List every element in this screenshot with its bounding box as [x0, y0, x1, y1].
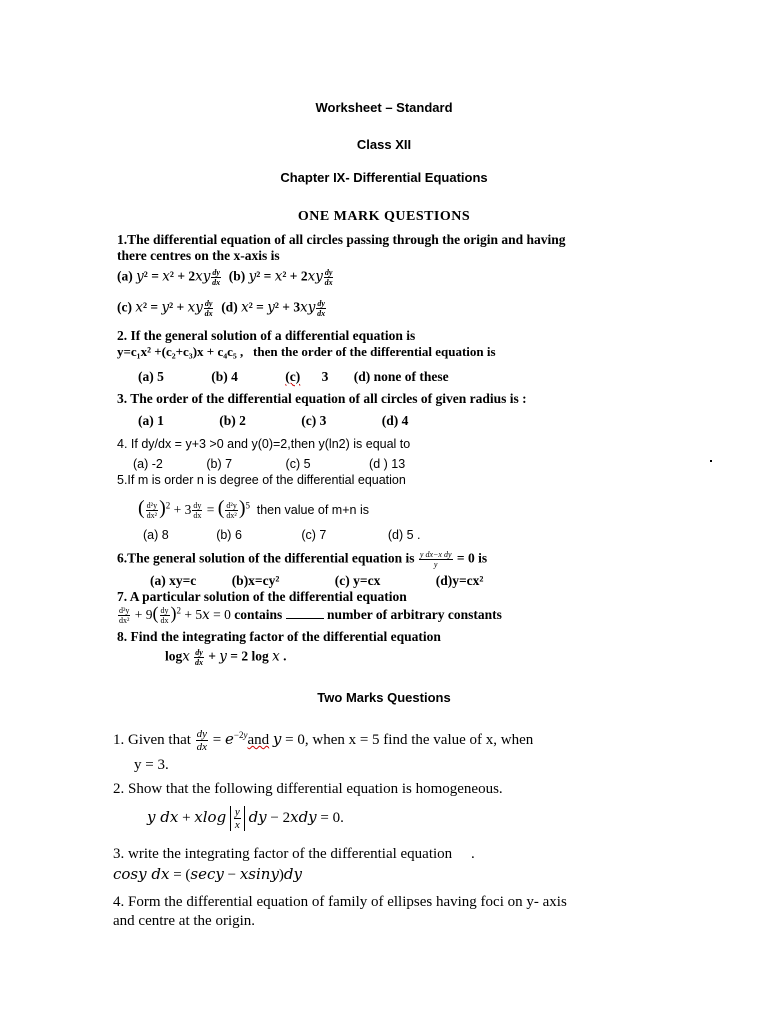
q5-text: 5.If m is order n is degree of the differential equation	[117, 473, 406, 487]
q7-equation: $\frac{\text{d²y}}{\text{dx²}}$ + 9( $\frac{dy}{dx}$ )$^2$ + 5x = 0 contains number of arbitrary constants	[119, 603, 502, 626]
tm-q1-line2: y = 3.	[134, 757, 169, 773]
q8-equation: logx $\frac{dy}{dx}$ + y = 2 log x .	[165, 648, 287, 667]
worksheet-title: Worksheet – Standard	[315, 100, 453, 115]
q3-options: (a) 1 (b) 2 (c) 3 (d) 4	[138, 413, 409, 428]
q2-line2: y=c₁x² +(c₂+c₃)x + c₄c₅ , then the order of the differential equation is	[117, 344, 496, 359]
q1-options-row2: (c) x² = y² + xy $\frac{dy}{dx}$ (d) x² = y² + 3xy $\frac{dy}{dx}$	[117, 299, 326, 318]
q3-text: 3. The order of the differential equation of all circles of given radius is :	[117, 391, 527, 406]
q8-line1: 8. Find the integrating factor of the differential equation	[117, 629, 441, 644]
tm-q3-equation: cosy dx = (secy − xsiny)dy	[113, 865, 302, 883]
one-mark-heading: ONE MARK QUESTIONS	[297, 209, 471, 224]
chapter-label: Chapter IX- Differential Equations	[280, 170, 488, 185]
stray-dot	[710, 460, 712, 462]
q1-line2: there centres on the x-axis is	[117, 248, 280, 263]
q5-equation: ( $\frac{\text{d²y}}{\text{dx²}}$ )$^2$ + 3 $\frac{dy}{dx}$ = ( $\frac{\text{d²y}}{\text{dx²}}$ )$^5$ then value of m+n is	[138, 497, 369, 521]
q5-options: (a) 8 (b) 6 (c) 7 (d) 5 .	[143, 528, 421, 542]
q1-options-row1: (a) y² = x² + 2xy $\frac{dy}{dx}$ (b) y² = x² + 2xy $\frac{dy}{dx}$	[117, 268, 333, 287]
tm-q1-line1: 1. Given that $\frac{dy}{dx}$ = $e^{-2y}and$ y = 0, when x = 5 find the value of x, when	[113, 728, 534, 753]
tm-q4-line2: and centre at the origin.	[113, 913, 256, 929]
q4-options: (a) -2 (b) 7 (c) 5 (d ) 13	[133, 457, 406, 471]
q2-line1: 2. If the general solution of a differential equation is	[117, 328, 416, 343]
tm-q4-line1: 4. Form the differential equation of family of ellipses having foci on y- axis	[113, 894, 567, 910]
class-label: Class XII	[356, 137, 412, 152]
q7-line1: 7. A particular solution of the differential equation	[117, 589, 407, 604]
tm-q2-line1: 2. Show that the following differential equation is homogeneous.	[113, 781, 503, 797]
tm-q2-equation: y dx + xlog $\frac{y}{x}$ dy − 2xdy = 0.	[147, 806, 344, 831]
two-mark-heading: Two Marks Questions	[317, 690, 451, 705]
q4-text: 4. If dy/dx = y+3 >0 and y(0)=2,then y(ln2) is equal to	[117, 437, 411, 451]
q2-options: (a) 5 (b) 4 (c) 3 (d) none of these	[138, 369, 449, 384]
tm-q3-line1: 3. write the integrating factor of the differential equation .	[113, 846, 475, 862]
q1-line1: 1.The differential equation of all circles passing through the origin and having	[117, 232, 566, 247]
q6-options: (a) xy=c (b)x=cy² (c) y=cx (d)y=cx²	[150, 573, 484, 588]
q6-line: 6.The general solution of the differential equation is $\frac{\text{y dx−x dy}}{y}$ = 0 is	[117, 550, 488, 569]
